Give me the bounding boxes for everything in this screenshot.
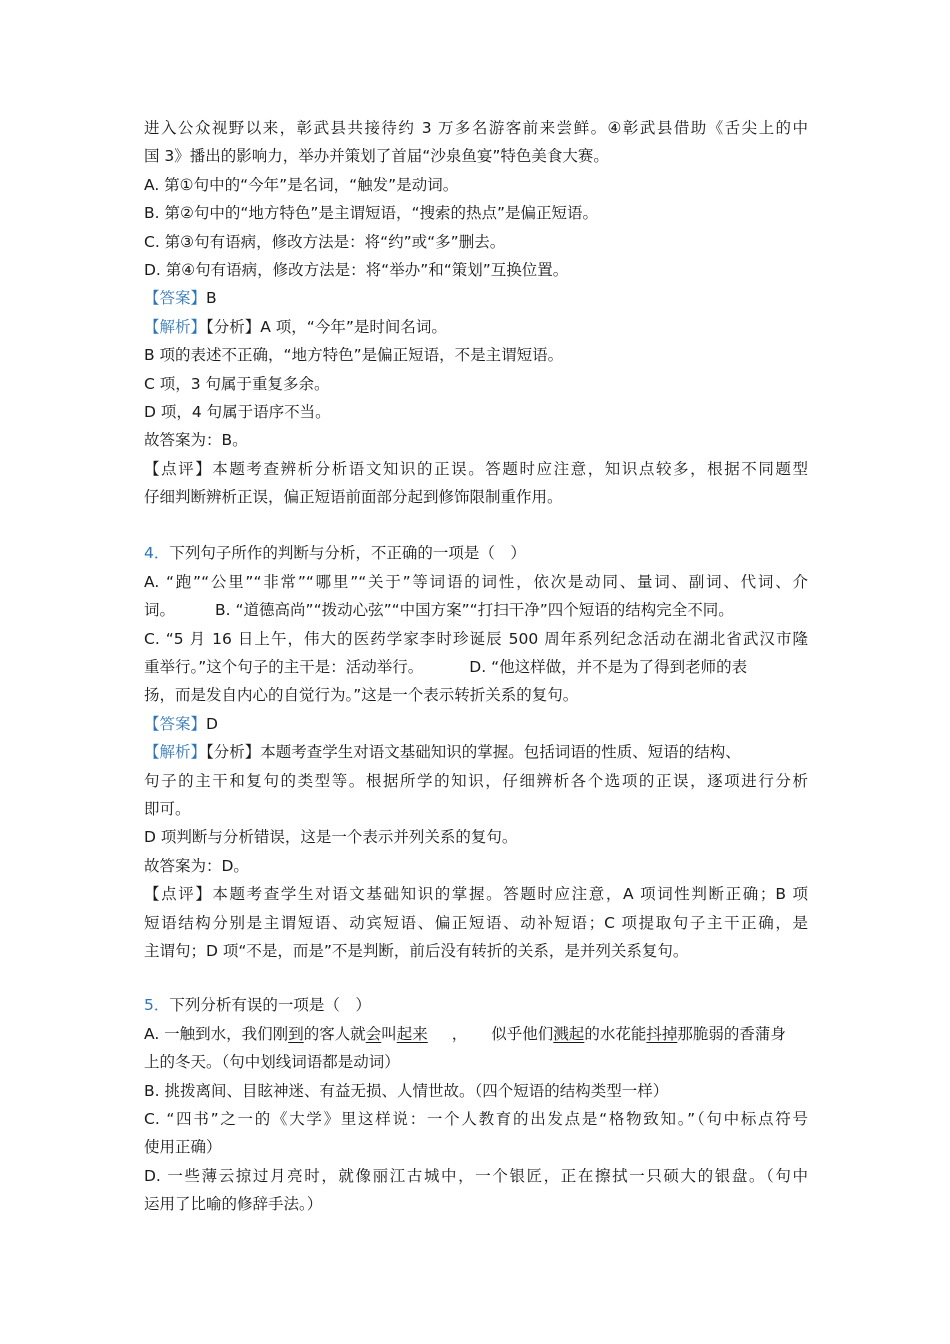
- q3-option-d: D. 第④句有语病，修改方法是：将“举办”和“策划”互换位置。: [144, 260, 569, 279]
- analysis-text: 【分析】A 项，“今年”是时间名词。: [206, 317, 447, 336]
- q4-analysis-line: D 项判断与分析错误，这是一个表示并列关系的复句。: [144, 828, 518, 847]
- q4-analysis-line: [144, 738, 808, 766]
- underlined-word: 会: [365, 1024, 382, 1043]
- q5-option-a: [144, 1020, 808, 1048]
- q4-analysis-line: 句子的主干和复句的类型等。根据所学的知识，仔细辨析各个选项的正误，逐项进行分析: [144, 771, 808, 790]
- q5-stem: [144, 991, 808, 1019]
- q3-analysis-line: [144, 313, 808, 341]
- q3-comment-line: 【点评】本题考查辨析分析语文知识的正误。答题时应注意，知识点较多，根据不同题型: [144, 459, 808, 478]
- q3-stem-line: 国 3》播出的影响力，举办并策划了首届“沙泉鱼宴”特色美食大赛。: [144, 147, 609, 166]
- analysis-tag: 【解析】: [144, 317, 207, 336]
- underlined-word: 抖掉: [646, 1024, 678, 1043]
- q4-stem: [144, 539, 808, 567]
- option-text: 的客人就: [303, 1024, 366, 1043]
- option-text: ，: [451, 1024, 468, 1043]
- q4-option-c: C. “5 月 16 日上午，伟大的医药学家李时珍诞辰 500 周年系列纪念活动在湖北省武汉市隆: [144, 629, 808, 648]
- q3-analysis-line: B 项的表述不正确，“地方特色”是偏正短语，不是主谓短语。: [144, 346, 564, 365]
- q4-comment-line: 主谓句；D 项“不是，而是”不是判断，前后没有转折的关系，是并列关系复句。: [144, 941, 689, 960]
- q3-option-b: B. 第②句中的“地方特色”是主谓短语，“搜索的热点”是偏正短语。: [144, 204, 599, 223]
- q4-option-b: B. “道德高尚”“拨动心弦”“中国方案”“打扫干净”四个短语的结构完全不同。: [215, 601, 734, 620]
- option-text: 重举行。”这个句子的主干是：活动举行。: [144, 658, 424, 677]
- q4-option-d-line: 扬，而是发自内心的自觉行为。”这是一个表示转折关系的复句。: [144, 686, 579, 705]
- q3-option-a: A. 第①句中的“今年”是名词，“触发”是动词。: [144, 175, 459, 194]
- q3-comment-line: 仔细判断辨析正误，偏正短语前面部分起到修饰限制重作用。: [144, 488, 563, 507]
- analysis-text: 【分析】本题考查学生对语文基础知识的掌握。包括词语的性质、短语的结构、: [206, 743, 741, 762]
- q4-comment-line: 【点评】本题考查学生对语文基础知识的掌握。答题时应注意，A 项词性判断正确；B 项: [144, 885, 808, 904]
- q5-option-d: D. 一些薄云掠过月亮时，就像丽江古城中，一个银匠，正在擦拭一只硕大的银盘。（句中: [144, 1166, 808, 1185]
- question-number: 4．: [144, 544, 170, 563]
- question-text: 下列分析有误的一项是（ ）: [169, 996, 371, 1015]
- option-text: 的水花能: [584, 1024, 647, 1043]
- q3-analysis-line: 故答案为：B。: [144, 431, 248, 450]
- underlined-word: 溅起: [553, 1024, 585, 1043]
- q3-answer: [144, 284, 808, 312]
- option-text: 词。: [144, 601, 176, 620]
- q4-comment-line: 短语结构分别是主谓短语、动宾短语、偏正短语、动补短语；C 项提取句子主干正确，是: [144, 913, 808, 932]
- q4-analysis-line: 故答案为：D。: [144, 856, 249, 875]
- q4-answer: [144, 710, 808, 738]
- analysis-tag: 【解析】: [144, 743, 207, 762]
- q3-analysis-line: D 项，4 句属于语序不当。: [144, 402, 331, 421]
- q5-option-a-line: 上的冬天。（句中划线词语都是动词）: [144, 1053, 400, 1072]
- option-text: 叫: [381, 1024, 397, 1043]
- q4-option-a: A. “跑”“公里”“非常”“哪里”“关于”等词语的词性，依次是动同、量词、副词、代词、介: [144, 572, 808, 591]
- q5-option-c: C. “四书”之一的《大学》里这样说：一个人教育的出发点是“格物致知。”（句中标点符号: [144, 1109, 808, 1128]
- q5-option-c-line: 使用正确）: [144, 1138, 222, 1157]
- q3-stem-line: 进入公众视野以来，彰武县共接待约 3 万多名游客前来尝鲜。④彰武县借助《舌尖上的中: [144, 119, 808, 137]
- spacer: [144, 511, 808, 539]
- answer-tag: 【答案】: [144, 289, 207, 308]
- option-text: 似乎他们: [491, 1024, 554, 1043]
- answer-value: B: [206, 289, 217, 308]
- q4-option-d: D. “他这样做，并不是为了得到老师的表: [469, 658, 748, 677]
- answer-value: D: [206, 714, 218, 733]
- q3-analysis-line: C 项，3 句属于重复多余。: [144, 374, 330, 393]
- q4-analysis-line: 即可。: [144, 799, 191, 818]
- q4-option-c-d: [144, 653, 808, 681]
- q5-option-d-line: 运用了比喻的修辞手法。）: [144, 1195, 323, 1214]
- q3-option-c: C. 第③句有语病，修改方法是：将“约”或“多”删去。: [144, 232, 506, 251]
- option-text: 那脆弱的香蒲身: [677, 1024, 786, 1043]
- question-text: 下列句子所作的判断与分析，不正确的一项是（ ）: [169, 544, 526, 563]
- spacer: [144, 965, 808, 991]
- underlined-word: 起来: [396, 1024, 428, 1043]
- underlined-word: 到: [288, 1024, 304, 1043]
- question-number: 5．: [144, 996, 170, 1015]
- option-text: A. 一触到水，我们刚: [144, 1024, 289, 1043]
- q4-option-a-b: [144, 596, 808, 624]
- page-content: [144, 114, 808, 1218]
- answer-tag: 【答案】: [144, 714, 207, 733]
- q5-option-b: B. 挑拨离间、目眩神迷、有益无损、人情世故。（四个短语的结构类型一样）: [144, 1081, 669, 1100]
